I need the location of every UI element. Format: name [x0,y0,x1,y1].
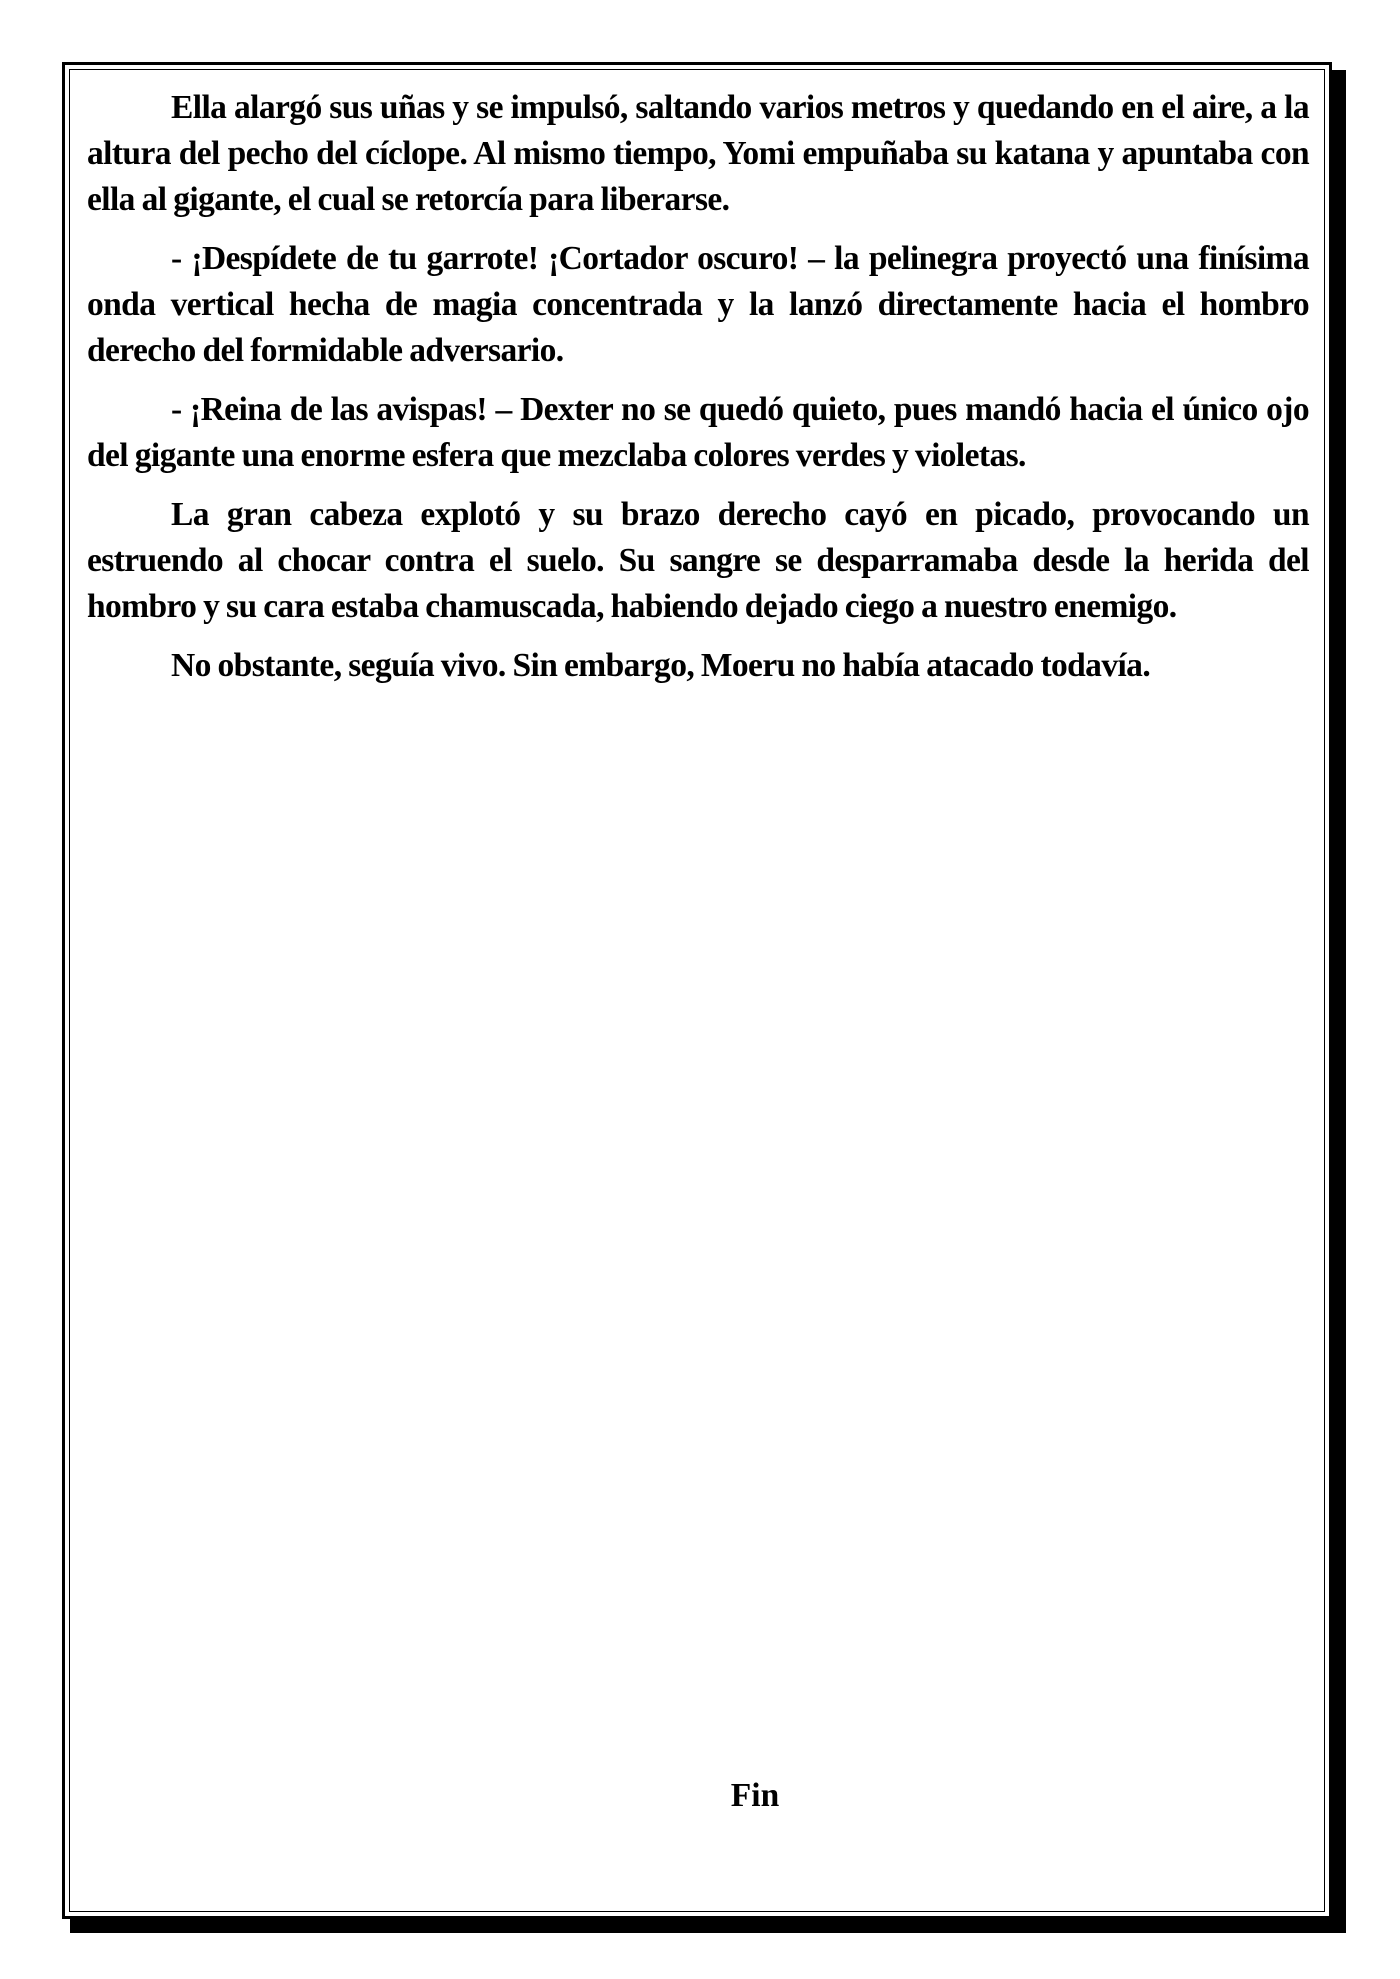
paragraph-2: - ¡Despídete de tu garrote! ¡Cortador oscuro! – la pelinegra proyectó una finísima onda vertical hecha de magia concentrada y la lanzó directamente hacia el hombro derecho del formidable adversario. [87,240,1309,369]
paragraph-4: La gran cabeza explotó y su brazo derecho cayó en picado, provocando un estruendo al chocar contra el suelo. Su sangre se desparramaba desde la herida del hombro y su cara estaba chamuscada, habiendo dejado ciego a nuestro enemigo. [87,496,1309,625]
paragraph-3: - ¡Reina de las avispas! – Dexter no se quedó quieto, pues mandó hacia el único ojo del gigante una enorme esfera que mezclaba colores verdes y violetas. [87,391,1309,474]
ending-label: Fin [730,1777,780,1814]
page-frame [62,62,1332,1919]
paragraph-5: No obstante, seguía vivo. Sin embargo, Moeru no había atacado todavía. [171,647,1151,684]
paragraph-1: Ella alargó sus uñas y se impulsó, saltando varios metros y quedando en el aire, a la altura del pecho del cíclope. Al mismo tiempo, Yomi empuñaba su katana y apuntaba con ella al gigante, el cual se retorcía para liberarse. [87,89,1309,218]
document-body [87,85,1309,702]
ending-label-container [0,1776,1400,1816]
